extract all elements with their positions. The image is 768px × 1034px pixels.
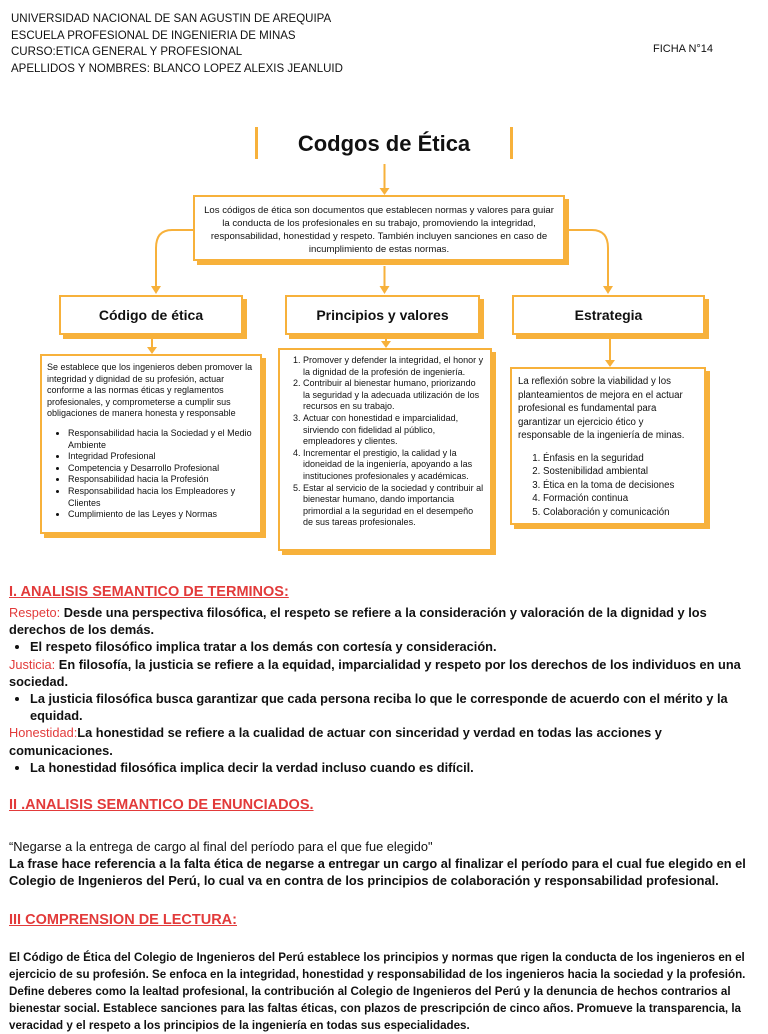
list-item: • Cumplimiento de las Leyes y Normas (68, 509, 254, 521)
codigo-list (47, 428, 254, 521)
arrowhead (605, 360, 615, 367)
intro-text: Los códigos de ética son documentos que establecen normas y valores para guiar la conducta de los profesionales en su trabajo, promoviendo la integridad, responsabilidad, honestidad y respeto. También incluyen sanciones en caso de incumplimiento de estas normas. (204, 205, 554, 255)
header-school: ESCUELA PROFESIONAL DE INGENIERIA DE MINAS (11, 29, 296, 42)
term-label: Respeto: (9, 605, 61, 620)
term-label: Honestidad: (9, 725, 78, 741)
section3-title: III COMPRENSION DE LECTURA: (9, 912, 237, 928)
header-course: CURSO:ETICA GENERAL Y PROFESIONAL (11, 46, 243, 58)
arrowhead (381, 341, 391, 348)
term-honestidad (9, 724, 764, 758)
category-principios-label: Principios y valores (316, 307, 449, 323)
header-university: UNIVERSIDAD NACIONAL DE SAN AGUSTIN DE AREQUIPA (11, 13, 332, 25)
list-item: 1. Énfasis en la seguridad (543, 452, 698, 466)
category-codigo-label: Código de ética (98, 307, 204, 323)
term-definition: Desde una perspectiva filosófica, el respeto se refiere a la consideración y valoración de la dignidad y los derechos de los demás. (9, 605, 707, 638)
list-item: 2. Sostenibilidad ambiental (543, 465, 698, 479)
term-respeto-bullets (9, 638, 764, 655)
section1-body (9, 604, 764, 776)
connector-intro-codigo (156, 230, 193, 288)
list-item: • Responsabilidad hacia los Empleadores y Clientes (68, 486, 254, 509)
header-student: APELLIDOS Y NOMBRES: BLANCO LOPEZ ALEXIS JEANLUID (11, 62, 343, 75)
category-estrategia (512, 295, 705, 335)
intro-box (193, 195, 565, 261)
term-honestidad-bullets (9, 759, 764, 776)
term-justicia-bullets (9, 690, 764, 724)
ficha-number: FICHA N°14 (653, 43, 714, 55)
section2-quote: “Negarse a la entrega de cargo al final del período para el que fue elegido" (9, 839, 433, 854)
principios-detail-box (278, 348, 492, 551)
estrategia-list (518, 452, 698, 520)
map-title: Codgos de Ética (297, 131, 471, 156)
estrategia-detail-box (510, 367, 706, 525)
list-item: 5. Colaboración y comunicación (543, 506, 698, 520)
list-item: • El respeto filosófico implica tratar a los demás con cortesía y consideración. (30, 638, 764, 655)
list-item: 1. Promover y defender la integridad, el honor y la dignidad de la profesión de ingeniería. (303, 355, 485, 378)
term-respeto (9, 604, 764, 638)
term-definition: En filosofía, la justicia se refiere a la equidad, imparcialidad y respeto por los derechos de los individuos en una sociedad. (9, 656, 741, 689)
term-label: Justicia: (9, 656, 56, 672)
term-definition: La honestidad se refiere a la cualidad de actuar con sinceridad y verdad en todas las acciones y comunicaciones. (9, 725, 662, 758)
term-justicia (9, 656, 764, 690)
list-item: 3. Actuar con honestidad e imparcialidad, sirviendo con fidelidad al público, empleadores y clientes. (303, 413, 485, 448)
section2-text: La frase hace referencia a la falta ética de negarse a entregar un cargo al finalizar el período para el cual fue elegido en el Colegio de Ingenieros del Perú, lo cual va en contra de los principios de colaboración y responsabilidad profesional. (9, 856, 746, 889)
arrowhead (151, 286, 161, 294)
arrowhead (147, 347, 157, 354)
section1-title: I. ANALISIS SEMANTICO DE TERMINOS: (9, 584, 289, 600)
section2-body (9, 838, 764, 890)
list-item: • Responsabilidad hacia la Profesión (68, 474, 254, 486)
principios-list (284, 355, 485, 529)
codigo-text: Se establece que los ingenieros deben promover la integridad y dignidad de su profesión, actuar conforme a las normas éticas y reglamentos profesionales, y comprometerse a cumplir sus obligaciones de manera honesta y responsable (47, 362, 253, 419)
estrategia-text: La reflexión sobre la viabilidad y los planteamientos de mejora en el actuar profesional es fundamental para garantizar un ejercicio ético y responsable de la ingeniería de minas. (518, 376, 685, 441)
arrowhead (603, 286, 613, 294)
connector-intro-estrategia (567, 230, 608, 288)
list-item: • La justicia filosófica busca garantizar que cada persona reciba lo que le corresponde de acuerdo con el mérito y la equidad. (30, 690, 764, 724)
list-item: • La honestidad filosófica implica decir la verdad incluso cuando es difícil. (30, 759, 764, 776)
list-item: 2. Contribuir al bienestar humano, priorizando la seguridad y la adecuada utilización de los recursos en su trabajo. (303, 378, 485, 413)
list-item: • Integridad Profesional (68, 451, 254, 463)
arrowhead (380, 286, 390, 294)
category-principios (285, 295, 480, 335)
list-item: 4. Formación continua (543, 492, 698, 506)
arrowhead (380, 188, 390, 195)
list-item: 4. Incrementar el prestigio, la calidad y la idoneidad de la ingeniería, apoyando a las instituciones profesionales y académicas. (303, 448, 485, 483)
list-item: • Responsabilidad hacia la Sociedad y el Medio Ambiente (68, 428, 254, 451)
list-item: 3. Ética en la toma de decisiones (543, 479, 698, 493)
codigo-detail-box (40, 354, 262, 534)
list-item: • Competencia y Desarrollo Profesional (68, 463, 254, 475)
section2-title: II .ANALISIS SEMANTICO DE ENUNCIADOS. (9, 797, 314, 813)
list-item: 5. Estar al servicio de la sociedad y contribuir al bienestar humano, dando importancia primordial a la seguridad en el desempeño de sus tareas profesionales. (303, 483, 485, 529)
category-estrategia-label: Estrategia (574, 307, 643, 323)
category-codigo (59, 295, 243, 335)
section3-text: El Código de Ética del Colegio de Ingenieros del Perú establece los principios y normas que rigen la conducta de los ingenieros en el ejercicio de su profesión. Se enfoca en la integridad, honestidad y responsabilidad de los ingenieros hacia la sociedad y la profesión. Define deberes como la lealtad profesional, la contribución al Colegio de Ingenieros del Perú y la denuncia de hechos contrarios al bienestar social. Establece sanciones para las faltas éticas, con plazos de prescripción de cinco años. Promueve la transparencia, la veracidad y el respeto a los principios de la ingeniería en todas sus especialidades. (9, 951, 746, 1032)
